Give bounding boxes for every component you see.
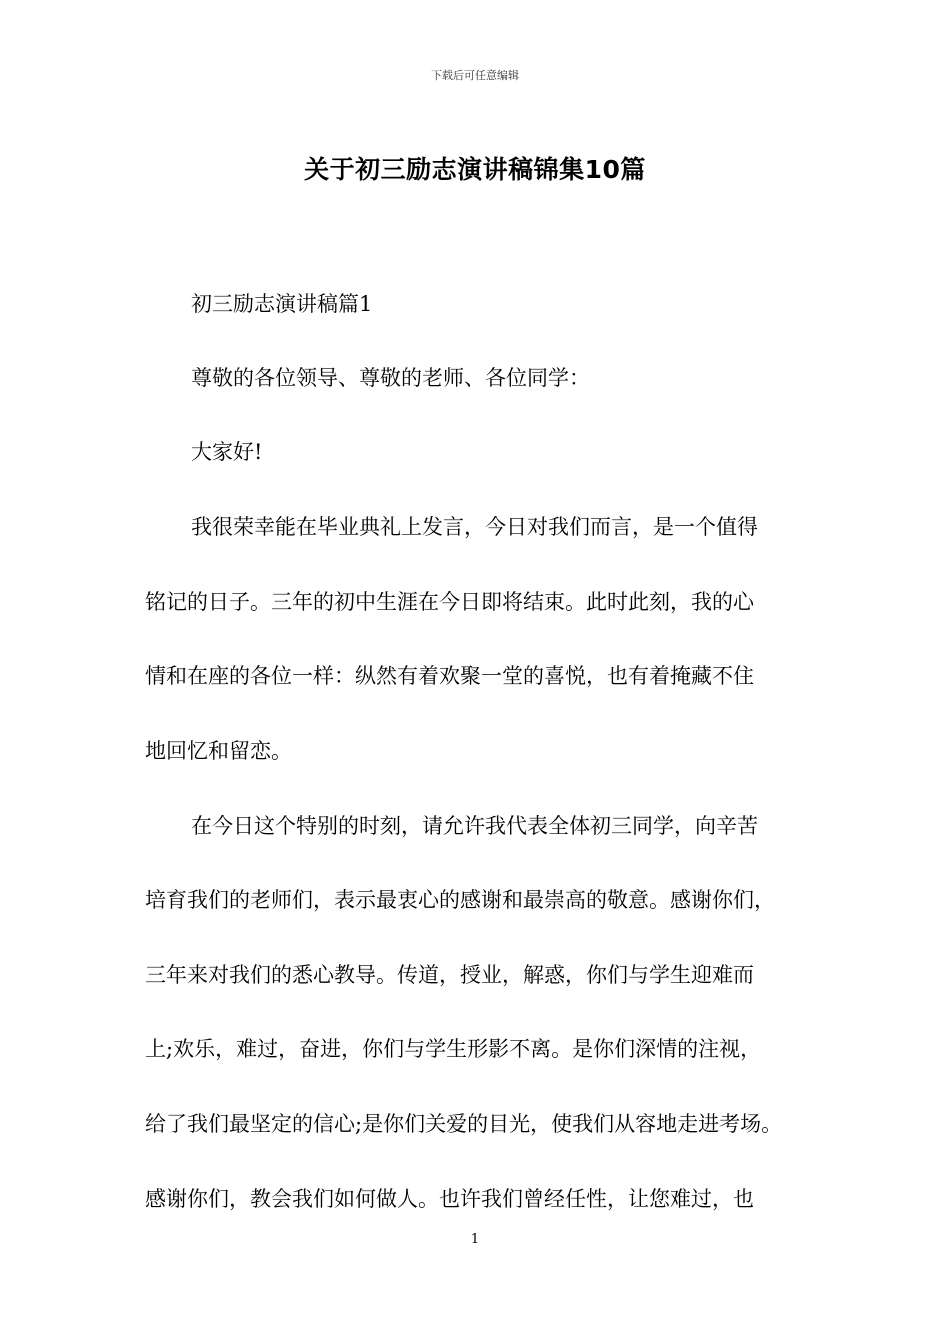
salutation: 尊敬的各位领导、尊敬的老师、各位同学：	[191, 366, 590, 390]
document-title: 关于初三励志演讲稿锦集10篇	[304, 155, 646, 184]
page-number: 1	[470, 1232, 480, 1247]
paragraph-line: 情和在座的各位一样：纵然有着欢聚一堂的喜悦，也有着掩藏不住	[145, 664, 754, 688]
header-note: 下载后可任意编辑	[431, 69, 519, 82]
paragraph-line: 地回忆和留恋。	[145, 739, 292, 763]
section-heading: 初三励志演讲稿篇1	[191, 292, 373, 316]
greeting: 大家好!	[191, 440, 263, 464]
paragraph-line: 三年来对我们的悉心教导。传道，授业，解惑，你们与学生迎难而	[145, 963, 754, 987]
paragraph-line: 上;欢乐，难过，奋进，你们与学生形影不离。是你们深情的注视，	[145, 1037, 762, 1061]
paragraph-line: 给了我们最坚定的信心;是你们关爱的目光，使我们从容地走进考场。	[145, 1112, 783, 1136]
paragraph-line: 我很荣幸能在毕业典礼上发言，今日对我们而言，是一个值得	[191, 515, 758, 539]
paragraph-line: 培育我们的老师们，表示最衷心的感谢和最崇高的敬意。感谢你们，	[145, 888, 775, 912]
paragraph-line: 在今日这个特别的时刻，请允许我代表全体初三同学，向辛苦	[191, 814, 758, 838]
paragraph-line: 感谢你们，教会我们如何做人。也许我们曾经任性，让您难过，也	[145, 1187, 754, 1211]
paragraph-line: 铭记的日子。三年的初中生涯在今日即将结束。此时此刻，我的心	[145, 590, 754, 614]
